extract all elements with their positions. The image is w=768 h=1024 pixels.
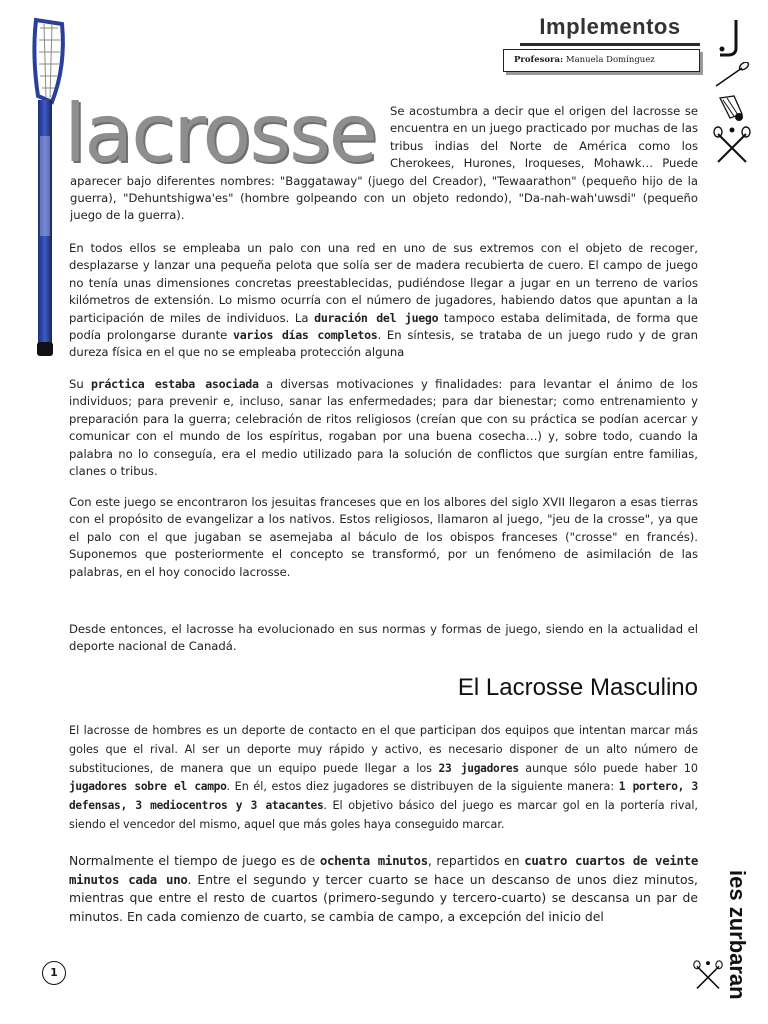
paragraph-game-time: [69, 852, 698, 926]
header-title: Implementos: [539, 14, 681, 39]
teacher-label: Profesora:: [514, 55, 564, 65]
school-name: ies zurbaran: [725, 870, 750, 1000]
text-span: tampoco estaba delimitada, de forma que podía prolongarse durante: [69, 310, 698, 343]
shuttlecock-icon: [712, 92, 752, 122]
page-header: [520, 14, 700, 46]
text-span: a diversas motivaciones y finalidades: para levantar el ánimo de los individuos; para prevenir e, incluso, sanar las enfermedades; para dar bienestar; como entrenamiento y preparación para la guerra; celebración de ritos religiosos (creían que con su práctica se podían acercar y comunicar con el mundo de los espíritus, rogaban por una buena cosecha…) y, sobre todo, cuando la palabra no lo conseguía, era el medio utilizado para la solución de conflictos que surgían entre familias, clanes o tribus.: [69, 377, 698, 479]
emphasis: jugadores sobre el campo: [69, 780, 227, 794]
hockey-stick-icon: [712, 18, 752, 58]
crossed-lacrosse-sticks-icon: [692, 960, 724, 990]
intro-paragraph: [70, 103, 698, 225]
teacher-name: Manuela Domínguez: [565, 55, 655, 65]
text-span: Su: [69, 377, 92, 391]
emphasis: cuatro cuartos de veinte minutos cada uno: [69, 853, 699, 887]
text-span: . El objetivo básico del juego es marcar gol en la portería rival, siendo el vencedor del mismo, aquel que más goles haya conseguido marcar.: [69, 799, 698, 831]
text-span: aunque sólo puede haber 10: [518, 761, 699, 775]
text-span: , repartidos en: [427, 853, 525, 868]
text-span: . En síntesis, se trataba de un juego rudo y de gran dureza física en el que no se empleaba protección alguna: [69, 328, 698, 360]
emphasis: 23 jugadores: [438, 761, 519, 775]
text-span: En todos ellos se empleaba un palo con una red en uno de sus extremos con el objeto de recoger, desplazarse y lanzar una pequeña pelota que solía ser de madera recubierta de cuero. El campo de juego no tenía unas dimensiones concretas preestablecidas, pudiéndose llegar a jugar en un terreno de varios kilómetros de extensión. Lo mismo ocurría con el número de jugadores, habiendo datos que apuntan a la participación de miles de individuos. La: [69, 241, 698, 325]
emphasis: ochenta minutos: [319, 853, 428, 868]
emphasis: duración del juego: [314, 310, 439, 325]
section-heading: El Lacrosse Masculino: [457, 674, 698, 701]
paragraph-evolution: Desde entonces, el lacrosse ha evolucionado en sus normas y formas de juego, siendo en la actualidad el deporte nacional de Canadá.: [69, 622, 698, 654]
text-span: . Entre el segundo y tercer cuarto se hace un descanso de unos diez minutos, mientras que entre el resto de cuartos (primero-segundo y tercero-cuarto) se descansa un par de minutos. En cada comienzo de cuarto, se cambia de campo, a excepción del inicio del: [69, 871, 698, 924]
paragraph-purposes: [69, 376, 698, 480]
badminton-racket-icon: [712, 62, 752, 88]
text-span: El lacrosse de hombres es un deporte de contacto en el que participan dos equipos que intentan marcar más goles que el rival. Al ser un deporte muy rápido y activo, es necesario disponer de un alto número de substituciones, de manera que un equipo puede llegar a los: [69, 724, 698, 775]
paragraph-mens-overview: [69, 722, 698, 835]
emphasis: práctica estaba asociada: [91, 377, 259, 391]
equipment-icons: [712, 18, 756, 168]
page-title: lacrosse: [64, 87, 376, 180]
text-span: Normalmente el tiempo de juego es de: [69, 853, 320, 868]
page-number: 1: [42, 961, 66, 985]
lacrosse-stick-illustration: [22, 16, 74, 361]
text-span: . En él, estos diez jugadores se distribuyen de la siguiente manera:: [226, 780, 619, 794]
emphasis: 1 portero, 3 defensas, 3 mediocentros y 3 atacantes: [69, 780, 698, 813]
paragraph-origins: [69, 240, 698, 362]
header-rule: [520, 43, 700, 46]
emphasis: varios días completos: [233, 328, 378, 343]
crossed-lacrosse-sticks-icon: [712, 126, 752, 164]
paragraph-jesuits: Con este juego se encontraron los jesuitas franceses que en los albores del siglo XVII llegaron a esas tierras con el propósito de evangelizar a los nativos. Estos religiosos, llamaron al juego, "jeu de la crosse", ya que el palo con el que jugaban se asemejaba al báculo de los obispos franceses ("crosse" en francés). Suponemos que posteriormente el concepto se transformó, por un fenómeno de asimilación de las palabras, en el hoy conocido lacrosse.: [69, 495, 698, 579]
teacher-box: [503, 49, 700, 72]
intro-text: Se acostumbra a decir que el origen del lacrosse se encuentra en un juego practicado por muchas de las tribus indias del Norte de América como los Cherokees, Hurones, Iroqueses, Mohawk… Puede aparecer bajo diferentes nombres: "Baggataway" (juego del Creador), "Tewaarathon" (pequeño hijo de la guerra), "Dehuntshigwa'es" (hombre golpeando con un objeto redondo), "Da-nah-wah'uwsdi" (pequeño juego de la guerra).: [70, 104, 698, 223]
title-spacer: [70, 103, 390, 171]
